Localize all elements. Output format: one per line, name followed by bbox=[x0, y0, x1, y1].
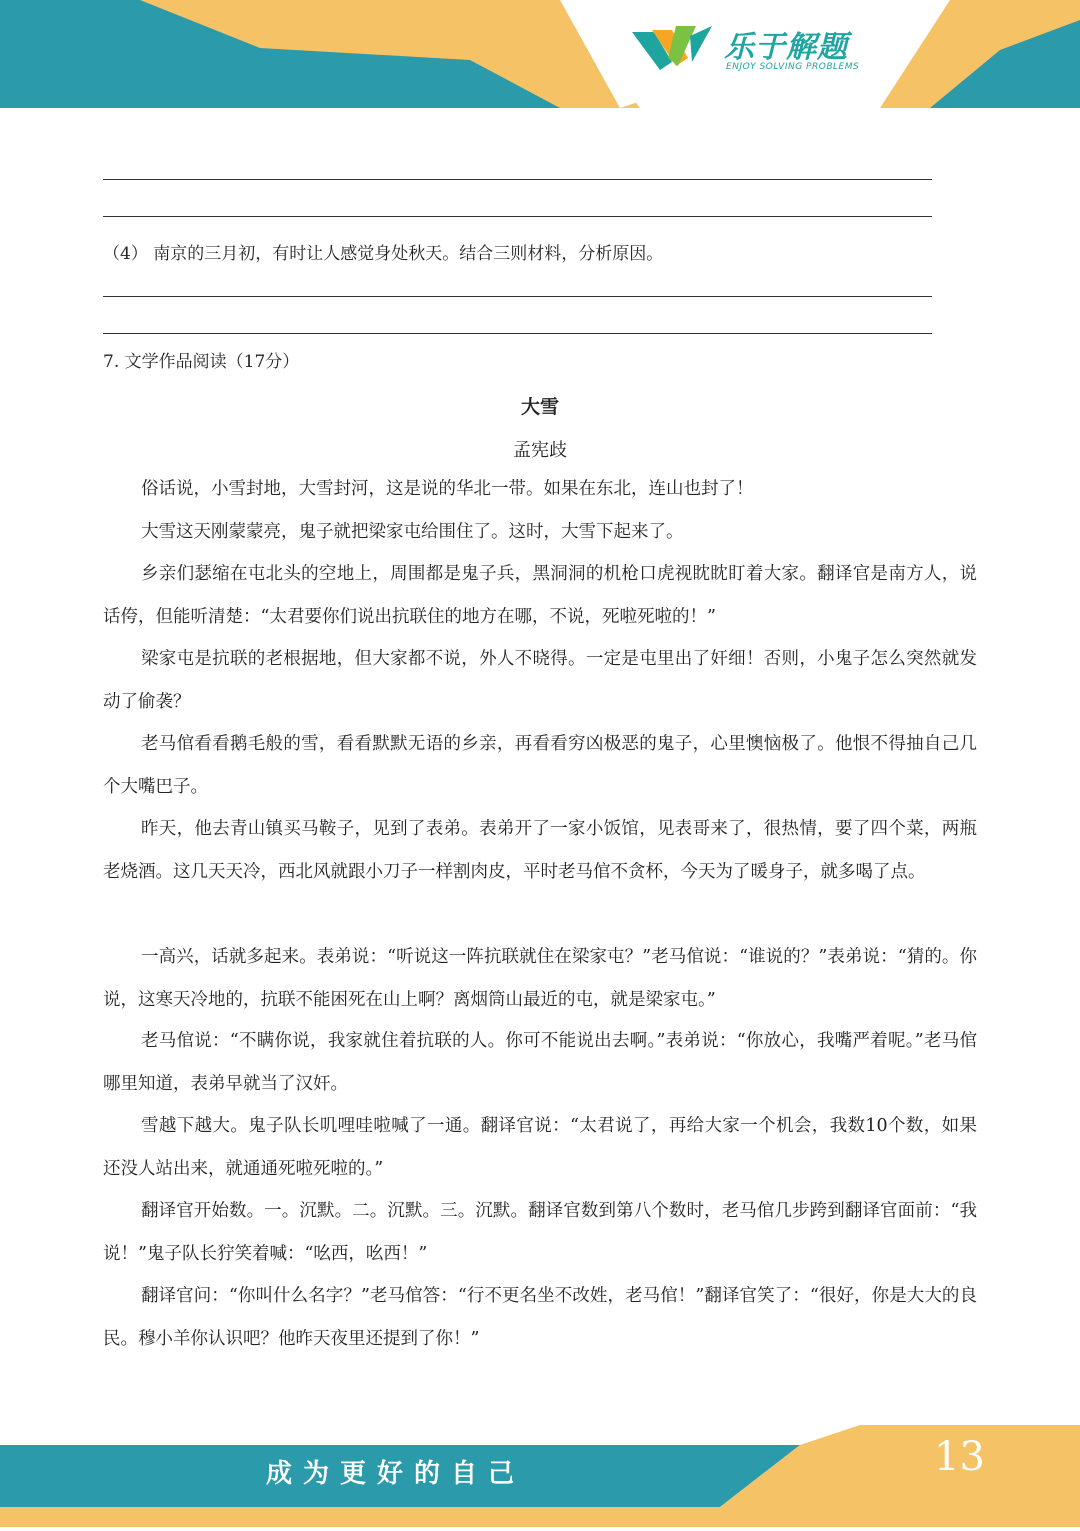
footer-slogan: 成为更好的自己 bbox=[266, 1459, 526, 1489]
article-paragraph: 梁家屯是抗联的老根据地，但大家都不说，外人不晓得。一定是屯里出了奸细！否则，小鬼子怎么突然就发动了偷袭？ bbox=[103, 649, 977, 712]
article-paragraph: 昨天，他去青山镇买马鞍子，见到了表弟。表弟开了一家小饭馆，见表哥来了，很热情，要了四个菜，两瓶老烧酒。这几天天冷，西北风就跟小刀子一样割肉皮，平时老马倌不贪杯，今天为了暖身子，就多喝了点。 bbox=[103, 819, 977, 882]
article-paragraph: 翻译官问：“你叫什么名字？”老马倌答：“行不更名坐不改姓，老马倌！”翻译官笑了：“很好，你是大大的良民。穆小羊你认识吧？他昨天夜里还提到了你！” bbox=[103, 1286, 977, 1349]
answer-line bbox=[103, 216, 932, 217]
answer-line bbox=[103, 296, 932, 297]
article-paragraph: 翻译官开始数。一。沉默。二。沉默。三。沉默。翻译官数到第八个数时，老马倌几步跨到翻译官面前：“我说！”鬼子队长狞笑着喊：“吆西，吆西！” bbox=[103, 1201, 977, 1264]
answer-line bbox=[103, 179, 932, 180]
article-paragraph: 雪越下越大。鬼子队长叽哩哇啦喊了一通。翻译官说：“太君说了，再给大家一个机会，我数10个数，如果还没人站出来，就通通死啦死啦的。” bbox=[103, 1116, 977, 1179]
article-paragraph: 大雪这天刚蒙蒙亮，鬼子就把梁家屯给围住了。这时，大雪下起来了。 bbox=[141, 522, 684, 542]
article-paragraph: 老马倌看看鹅毛般的雪，看看默默无语的乡亲，再看看穷凶极恶的鬼子，心里懊恼极了。他恨不得抽自己几个大嘴巴子。 bbox=[103, 734, 977, 797]
section-heading: 7. 文学作品阅读（17分） bbox=[103, 352, 300, 372]
article-paragraph: 俗话说，小雪封地，大雪封河，这是说的华北一带。如果在东北，连山也封了！ bbox=[141, 479, 754, 499]
page-footer-banner bbox=[0, 1425, 1080, 1527]
answer-line bbox=[103, 333, 932, 334]
article-author: 孟宪歧 bbox=[513, 440, 567, 461]
logo-mark-icon bbox=[632, 22, 722, 72]
article-paragraph: 老马倌说：“不瞒你说，我家就住着抗联的人。你可不能说出去啊。”表弟说：“你放心，我嘴严着呢。”老马倌哪里知道，表弟早就当了汉奸。 bbox=[103, 1031, 977, 1094]
article-paragraph: 一高兴，话就多起来。表弟说：“听说这一阵抗联就住在梁家屯？”老马倌说：“谁说的？”表弟说：“猜的。你说，这寒天冷地的，抗联不能困死在山上啊？离烟筒山最近的屯，就是梁家屯。” bbox=[103, 947, 977, 1010]
article-paragraph: 乡亲们瑟缩在屯北头的空地上，周围都是鬼子兵，黑洞洞的机枪口虎视眈眈盯着大家。翻译官是南方人，说话侉，但能听清楚：“太君要你们说出抗联住的地方在哪，不说，死啦死啦的！” bbox=[103, 564, 977, 627]
logo-title: 乐于解题 bbox=[724, 30, 848, 65]
article-title: 大雪 bbox=[520, 396, 559, 418]
footer-background bbox=[0, 1425, 1080, 1527]
question-4: （4） 南京的三月初，有时让人感觉身处秋天。结合三则材料，分析原因。 bbox=[103, 244, 664, 264]
logo-subtitle: ENJOY SOLVING PROBLEMS bbox=[726, 62, 860, 72]
page-number: 13 bbox=[934, 1434, 985, 1480]
logo bbox=[632, 22, 872, 82]
header-background bbox=[0, 0, 1080, 112]
page-header-banner bbox=[0, 0, 1080, 112]
